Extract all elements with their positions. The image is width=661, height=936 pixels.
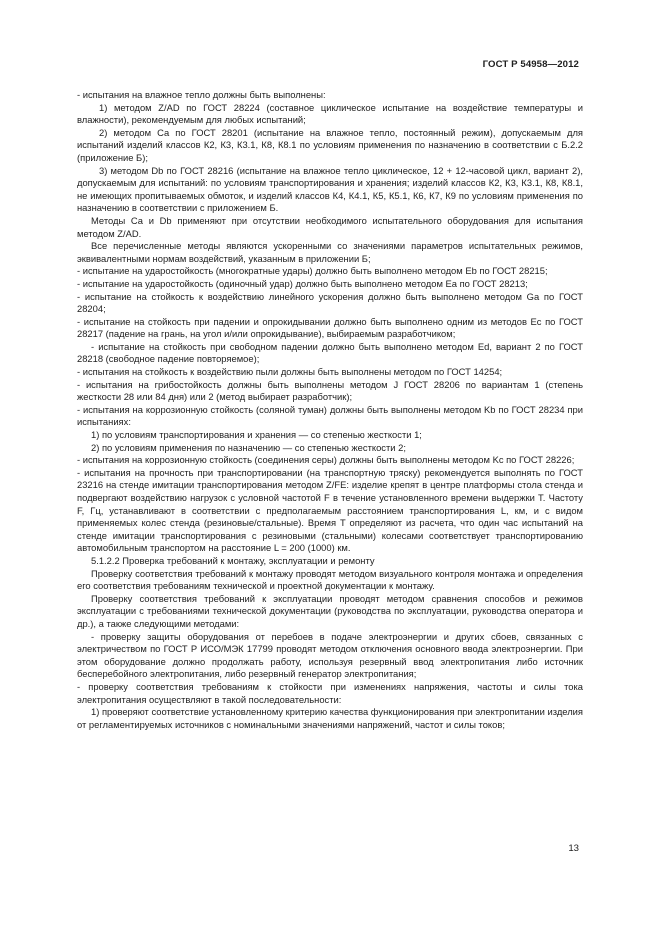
paragraph: Все перечисленные методы являются ускоренными со значениями параметров испытательных режимов, эквивалентными нормам воздействий, указанным в приложении Б;: [77, 240, 583, 264]
paragraph: 3) методом Db по ГОСТ 28216 (испытание на влажное тепло циклическое, 12 + 12-часовой цикл, вариант 2), допускаемым для испытаний: по условиям транспортирования и хранения; изделий классов К2, К3, К3.1, К8, К8.1, не имеющих пропитываемых обмоток, и изделий классов К4, К4.1, К5, К5.1, К6, К7, К9 по условиям применения по назначению в соответствии с приложением Б.: [77, 164, 583, 214]
paragraph: - испытание на стойкость при свободном падении должно быть выполнено методом Ed, вариант 2 по ГОСТ 28218 (свободное падение повторяемое);: [77, 340, 583, 365]
paragraph: - проверку защиты оборудования от перебоев в подаче электроэнергии и других сбоев, связанных с электричеством по ГОСТ Р ИСО/МЭК 17799 проводят методом отключения основного ввода электроэнергии. При этом оборудование должно продолжать работу, используя резервный ввод электропитания либо источник бесперебойного электропитания, либо резервный генератор электропитания;: [77, 630, 583, 680]
paragraph: 2) методом Са по ГОСТ 28201 (испытание на влажное тепло, постоянный режим), допускаемым для испытаний изделий классов К2, К3, К3.1, К8, К8.1 по условиям применения по назначению в соответствии с Б.2.2 (приложение Б);: [77, 126, 583, 163]
paragraph: Проверку соответствия требований к эксплуатации проводят методом сравнения способов и режимов эксплуатации с требованиями технической документации (руководства по эксплуатации, руководства оператора и др.), а также следующими методами:: [77, 592, 583, 629]
section-heading: 5.1.2.2 Проверка требований к монтажу, эксплуатации и ремонту: [91, 554, 375, 566]
paragraph: - проверку соответствия требованиям к стойкости при изменениях напряжения, частоты и силы тока электропитания осуществляют в такой последовательности:: [77, 680, 583, 705]
paragraph: - испытание на ударостойкость (многократные удары) должно быть выполнено методом Eb по ГОСТ 28215;: [77, 265, 548, 277]
paragraph: - испытания на прочность при транспортировании (на транспортную тряску) рекомендуется выполнять по ГОСТ 23216 на стенде имитации транспортирования методом Z/FE: изделие крепят в центре платформы стола стенда и подвергают воздействию нагрузок с условной частотой F в течение установленного времени выдержки T. Частоту F, Гц, устанавливают в соответствии с предполагаемым расстоянием транспортирования L, км, и с видом применяемых колес стенда (резиновые/стальные). Время T определяют из расчета, что один час испытаний на стенде имитации транспортирования с резиновыми (стальными) колесами соответствует транспортированию автомобильным транспортом на расстояние L = 200 (1000) км.: [77, 466, 583, 554]
paragraph: - испытания на коррозионную стойкость (соляной туман) должны быть выполнены методом Kb по ГОСТ 28234 при испытаниях:: [77, 403, 583, 428]
paragraph: 1) проверяют соответствие установленному критерию качества функционирования при электропитании изделия от регламентируемых источников с номинальными значениями напряжений, частот и силы токов;: [77, 706, 583, 730]
paragraph: Методы Са и Db применяют при отсутствии необходимого испытательного оборудования для испытания методом Z/AD.: [77, 214, 583, 239]
standard-designation: ГОСТ Р 54958—2012: [482, 59, 579, 70]
paragraph: - испытания на коррозионную стойкость (соединения серы) должны быть выполнены методом Kc по ГОСТ 28226;: [77, 454, 575, 466]
document-body: [77, 89, 583, 731]
paragraph: - испытания на грибостойкость должны быть выполнены методом J ГОСТ 28206 по вариантам 1 (степень жесткости 28 или 84 дня) или 2 (метод выбирает разработчик);: [77, 378, 583, 403]
paragraph: - испытания на влажное тепло должны быть выполнены:: [77, 89, 326, 100]
paragraph: - испытание на ударостойкость (одиночный удар) должно быть выполнено методом Ea по ГОСТ 28213;: [77, 277, 528, 289]
paragraph: 1) методом Z/AD по ГОСТ 28224 (составное циклическое испытание на воздействие температуры и влажности), рекомендуемым для любых испытаний;: [77, 101, 583, 126]
paragraph: Проверку соответствия требований к монтажу проводят методом визуального контроля монтажа и определения его соответствия требованиям технической и проектной документации к монтажу.: [77, 567, 583, 592]
paragraph: - испытание на стойкость к воздействию линейного ускорения должно быть выполнено методом Ga по ГОСТ 28204;: [77, 290, 583, 315]
paragraph: 1) по условиям транспортирования и хранения — со степенью жесткости 1;: [91, 429, 422, 441]
paragraph: - испытания на стойкость к воздействию пыли должны быть выполнены методом по ГОСТ 14254;: [77, 366, 503, 378]
paragraph: 2) по условиям применения по назначению — со степенью жесткости 2;: [91, 441, 406, 453]
page-number: 13: [568, 843, 579, 854]
paragraph: - испытание на стойкость при падении и опрокидывании должно быть выполнено одним из методов Ec по ГОСТ 28217 (падение на грань, на угол и/или опрокидывание), выбираемым разработчиком;: [77, 315, 583, 340]
